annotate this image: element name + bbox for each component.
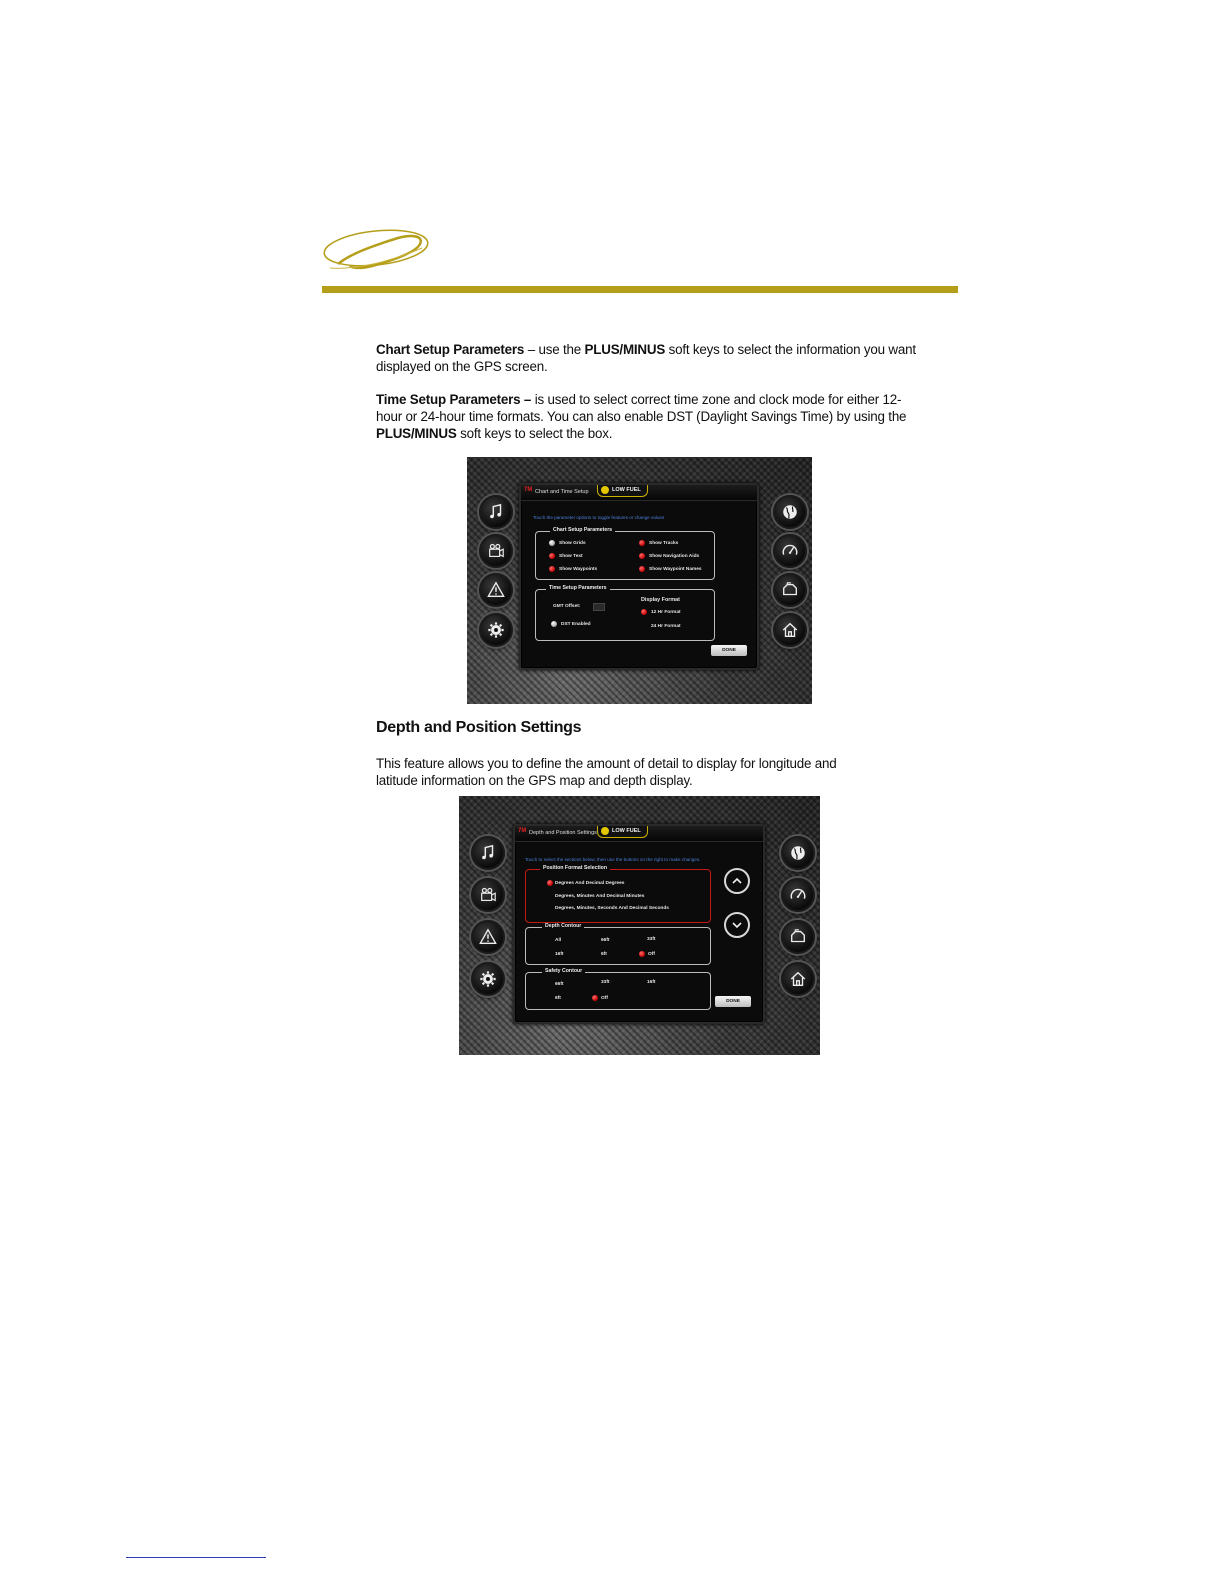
- depth-position-paragraph: This feature allows you to define the amount of detail to display for longitude and latitude information on the GPS map and depth display.: [376, 756, 837, 788]
- instruction-text: Touch to select the sections below, then use the buttons on the right to make changes.: [525, 857, 701, 862]
- show-waypoint-names-toggle[interactable]: [639, 566, 645, 572]
- safety-contour-label: Safety Contour: [542, 968, 585, 974]
- time-setup-paragraph: [376, 391, 916, 442]
- time-setup-label: Time Setup Parameters –: [376, 392, 532, 407]
- depth-off[interactable]: Off: [648, 952, 655, 957]
- show-tracks-toggle[interactable]: [639, 540, 645, 546]
- chart-time-screen: [519, 483, 759, 670]
- show-grids-label: Show Grids: [559, 541, 586, 546]
- chevron-up-icon: [731, 875, 743, 887]
- footer-rule: [126, 1557, 266, 1558]
- position-format-label: Position Format Selection: [540, 865, 610, 871]
- safety-off-radio[interactable]: [592, 995, 598, 1001]
- chart-setup-paragraph: [376, 341, 916, 375]
- screen-title: Chart and Time Setup: [535, 489, 589, 495]
- safety-contour-group[interactable]: [525, 968, 711, 1010]
- done-button[interactable]: DONE: [715, 996, 751, 1007]
- camera-button[interactable]: [471, 878, 505, 912]
- home-button[interactable]: [773, 613, 807, 647]
- depth-66ft[interactable]: 66ft: [601, 938, 610, 943]
- music-note-icon: [479, 844, 497, 862]
- safety-66ft[interactable]: 66ft: [555, 982, 564, 987]
- engine-button[interactable]: [773, 573, 807, 607]
- time-setup-group: [535, 585, 715, 641]
- show-waypoint-names-label: Show Waypoint Names: [649, 567, 702, 572]
- dd-radio[interactable]: [547, 880, 553, 886]
- depth-position-screenshot: [459, 796, 820, 1055]
- dms-label[interactable]: Degrees, Minutes, Seconds And Decimal Seconds: [555, 906, 669, 911]
- settings-gear-icon: [487, 621, 505, 639]
- globe-icon: [789, 844, 807, 862]
- screen-title: Depth and Position Settings: [529, 830, 597, 836]
- dst-enabled-toggle[interactable]: [551, 621, 557, 627]
- para2-rest: is used to select correct time zone and clock mode for either 12-hour or 24-hour time formats. You can also enable DST (Daylight Savings Time) by using the: [376, 392, 907, 424]
- depth-position-screen: [513, 824, 765, 1024]
- gauge-button[interactable]: [781, 878, 815, 912]
- section-heading: Depth and Position Settings: [376, 719, 582, 736]
- fuel-pump-icon: [601, 827, 609, 835]
- warning-triangle-icon: [479, 928, 497, 946]
- 12hr-format-label: 12 Hr Format: [651, 610, 681, 615]
- brand-mark: 7M: [524, 487, 533, 493]
- 12hr-format-radio[interactable]: [641, 609, 647, 615]
- chart-setup-group-label: Chart Setup Parameters: [550, 527, 615, 533]
- done-button[interactable]: DONE: [711, 645, 747, 656]
- screen-titlebar: [515, 826, 763, 842]
- plus-minus-keys: PLUS/MINUS: [584, 342, 666, 357]
- safety-off[interactable]: Off: [601, 996, 608, 1001]
- warning-button[interactable]: [471, 920, 505, 954]
- settings-button[interactable]: [471, 962, 505, 996]
- globe-icon: [781, 503, 799, 521]
- gauge-button[interactable]: [773, 534, 807, 568]
- depth-33ft[interactable]: 33ft: [647, 937, 656, 942]
- show-tracks-label: Show Tracks: [649, 541, 679, 546]
- show-text-label: Show Text: [559, 554, 583, 559]
- show-waypoints-label: Show Waypoints: [559, 567, 598, 572]
- chart-time-setup-screenshot: [467, 457, 812, 704]
- depth-contour-label: Depth Contour: [542, 923, 584, 929]
- home-icon: [789, 970, 807, 988]
- camera-button[interactable]: [479, 534, 513, 568]
- depth-off-radio[interactable]: [639, 951, 645, 957]
- music-button[interactable]: [471, 836, 505, 870]
- chart-setup-label: Chart Setup Parameters: [376, 342, 525, 357]
- video-camera-icon: [479, 886, 497, 904]
- header-rule: [322, 286, 958, 293]
- show-text-toggle[interactable]: [549, 553, 555, 559]
- warning-button[interactable]: [479, 573, 513, 607]
- show-grids-toggle[interactable]: [549, 540, 555, 546]
- settings-gear-icon: [479, 970, 497, 988]
- depth-contour-group[interactable]: [525, 923, 711, 965]
- plus-minus-keys: PLUS/MINUS: [376, 426, 457, 441]
- low-fuel-text: LOW FUEL: [612, 487, 641, 493]
- low-fuel-alert: [597, 826, 648, 838]
- home-icon: [781, 621, 799, 639]
- globe-button[interactable]: [773, 495, 807, 529]
- music-button[interactable]: [479, 495, 513, 529]
- gmt-offset-field[interactable]: [593, 603, 605, 611]
- scroll-down-button[interactable]: [724, 912, 750, 938]
- low-fuel-alert: [597, 485, 648, 497]
- dd-label: Degrees And Decimal Degrees: [555, 881, 625, 886]
- engine-icon: [789, 928, 807, 946]
- 24hr-format-label[interactable]: 24 Hr Format: [651, 624, 681, 629]
- speedometer-icon: [781, 542, 799, 560]
- para1-rest: soft keys to select the information you want displayed on the GPS screen.: [376, 342, 916, 374]
- engine-icon: [781, 581, 799, 599]
- fuel-pump-icon: [601, 486, 609, 494]
- safety-33ft[interactable]: 33ft: [601, 980, 610, 985]
- warning-triangle-icon: [487, 581, 505, 599]
- depth-all[interactable]: All: [555, 938, 562, 943]
- show-waypoints-toggle[interactable]: [549, 566, 555, 572]
- music-note-icon: [487, 503, 505, 521]
- para2-end: soft keys to select the box.: [456, 426, 613, 441]
- time-setup-group-label: Time Setup Parameters: [546, 585, 610, 591]
- home-button[interactable]: [781, 962, 815, 996]
- safety-6ft[interactable]: 6ft: [555, 996, 561, 1001]
- video-camera-icon: [487, 542, 505, 560]
- show-nav-aids-label: Show Navigation Aids: [649, 554, 700, 559]
- depth-16ft[interactable]: 16ft: [555, 952, 564, 957]
- depth-6ft[interactable]: 6ft: [601, 952, 607, 957]
- safety-16ft[interactable]: 16ft: [647, 980, 656, 985]
- brand-logo: [320, 226, 432, 276]
- low-fuel-text: LOW FUEL: [612, 828, 641, 834]
- settings-button[interactable]: [479, 613, 513, 647]
- speedometer-icon: [789, 886, 807, 904]
- gmt-offset-label: GMT Offset:: [553, 604, 581, 609]
- globe-button[interactable]: [781, 836, 815, 870]
- para1-dash: – use the: [524, 342, 585, 357]
- show-nav-aids-toggle[interactable]: [639, 553, 645, 559]
- dst-enabled-label: DST Enabled: [561, 622, 591, 627]
- display-format-label: Display Format: [641, 597, 680, 603]
- brand-mark: 7M: [518, 828, 527, 834]
- chevron-down-icon: [731, 919, 743, 931]
- ddm-label[interactable]: Degrees, Minutes And Decimal Minutes: [555, 894, 645, 899]
- screen-titlebar: [521, 485, 757, 501]
- engine-button[interactable]: [781, 920, 815, 954]
- instruction-text: Touch the parameter options to toggle features or change values: [533, 515, 665, 520]
- scroll-up-button[interactable]: [724, 868, 750, 894]
